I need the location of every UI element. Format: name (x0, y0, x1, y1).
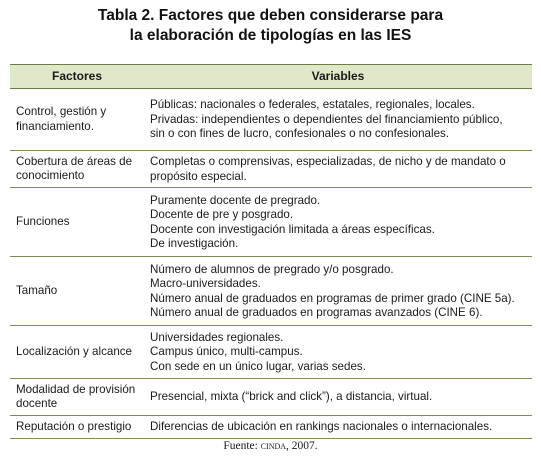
table-body (10, 89, 532, 439)
variable-line: Macro-universidades. (150, 277, 261, 290)
factor-cell: Localización y alcance (10, 326, 144, 379)
table-title (0, 6, 541, 46)
variable-line: Completas o comprensivas, especializadas, de nicho y de mandato o (150, 155, 506, 168)
table-row (10, 257, 532, 326)
factor-cell: Tamaño (10, 257, 144, 326)
factor-cell: Modalidad de provisión docente (10, 379, 144, 416)
table-row (10, 416, 532, 439)
variables-cell (144, 151, 532, 188)
variable-line: Públicas: nacionales o federales, estatales, regionales, locales. (150, 98, 475, 112)
variables-cell (144, 89, 532, 151)
variable-line: Puramente docente de pregrado. (150, 193, 321, 207)
table-header-row (10, 65, 532, 89)
factor-cell: Funciones (10, 188, 144, 257)
variable-line: Campus único, multi-campus. (150, 345, 303, 359)
variable-line: Docente con investigación limitada a áreas específicas. (150, 222, 435, 236)
variable-line: Número anual de graduados en programas de primer grado (CINE 5a). (150, 291, 515, 305)
table-row (10, 326, 532, 379)
variable-line: Privadas: independientes o dependientes del financiamiento público, (150, 112, 503, 126)
variable-line: Número de alumnos de pregrado y/o posgrado. (150, 262, 394, 276)
source-org: cinda (260, 440, 287, 452)
table-row (10, 89, 532, 151)
variable-line: propósito especial. (150, 169, 247, 183)
variable-line: Universidades regionales. (150, 330, 284, 344)
table-row (10, 379, 532, 416)
factor-cell: Control, gestión y financiamiento. (10, 89, 144, 151)
table-row (10, 188, 532, 257)
table-title-line-2: la elaboración de tipologías en las IES (129, 27, 412, 44)
variable-line: Presencial, mixta (“brick and click”), a distancia, virtual. (150, 390, 433, 404)
table-row (10, 151, 532, 188)
variable-line: De investigación. (150, 237, 239, 250)
variables-cell (144, 416, 532, 439)
table-title-line-1: Tabla 2. Factores que deben considerarse para (97, 7, 444, 24)
header-variables: Variables (144, 65, 532, 89)
variables-cell (144, 188, 532, 257)
source-suffix: , 2007. (286, 440, 318, 452)
variables-cell (144, 326, 532, 379)
variable-line: Con sede en un único lugar, varias sedes. (150, 359, 366, 373)
variable-line: Número anual de graduados en programas avanzados (CINE 6). (150, 306, 483, 319)
source-note (0, 440, 541, 452)
variable-line: sin o con fines de lucro, confesionales o no confesionales. (150, 127, 450, 141)
factor-cell: Reputación o prestigio (10, 416, 144, 439)
source-prefix: Fuente: (223, 440, 261, 452)
factor-cell: Cobertura de áreas de conocimiento (10, 151, 144, 188)
variable-line: Docente de pre y posgrado. (150, 208, 294, 221)
factors-table (10, 64, 532, 439)
variables-cell (144, 379, 532, 416)
header-factores: Factores (10, 65, 144, 89)
variable-line: Diferencias de ubicación en rankings nacionales o internacionales. (150, 420, 493, 433)
variables-cell (144, 257, 532, 326)
